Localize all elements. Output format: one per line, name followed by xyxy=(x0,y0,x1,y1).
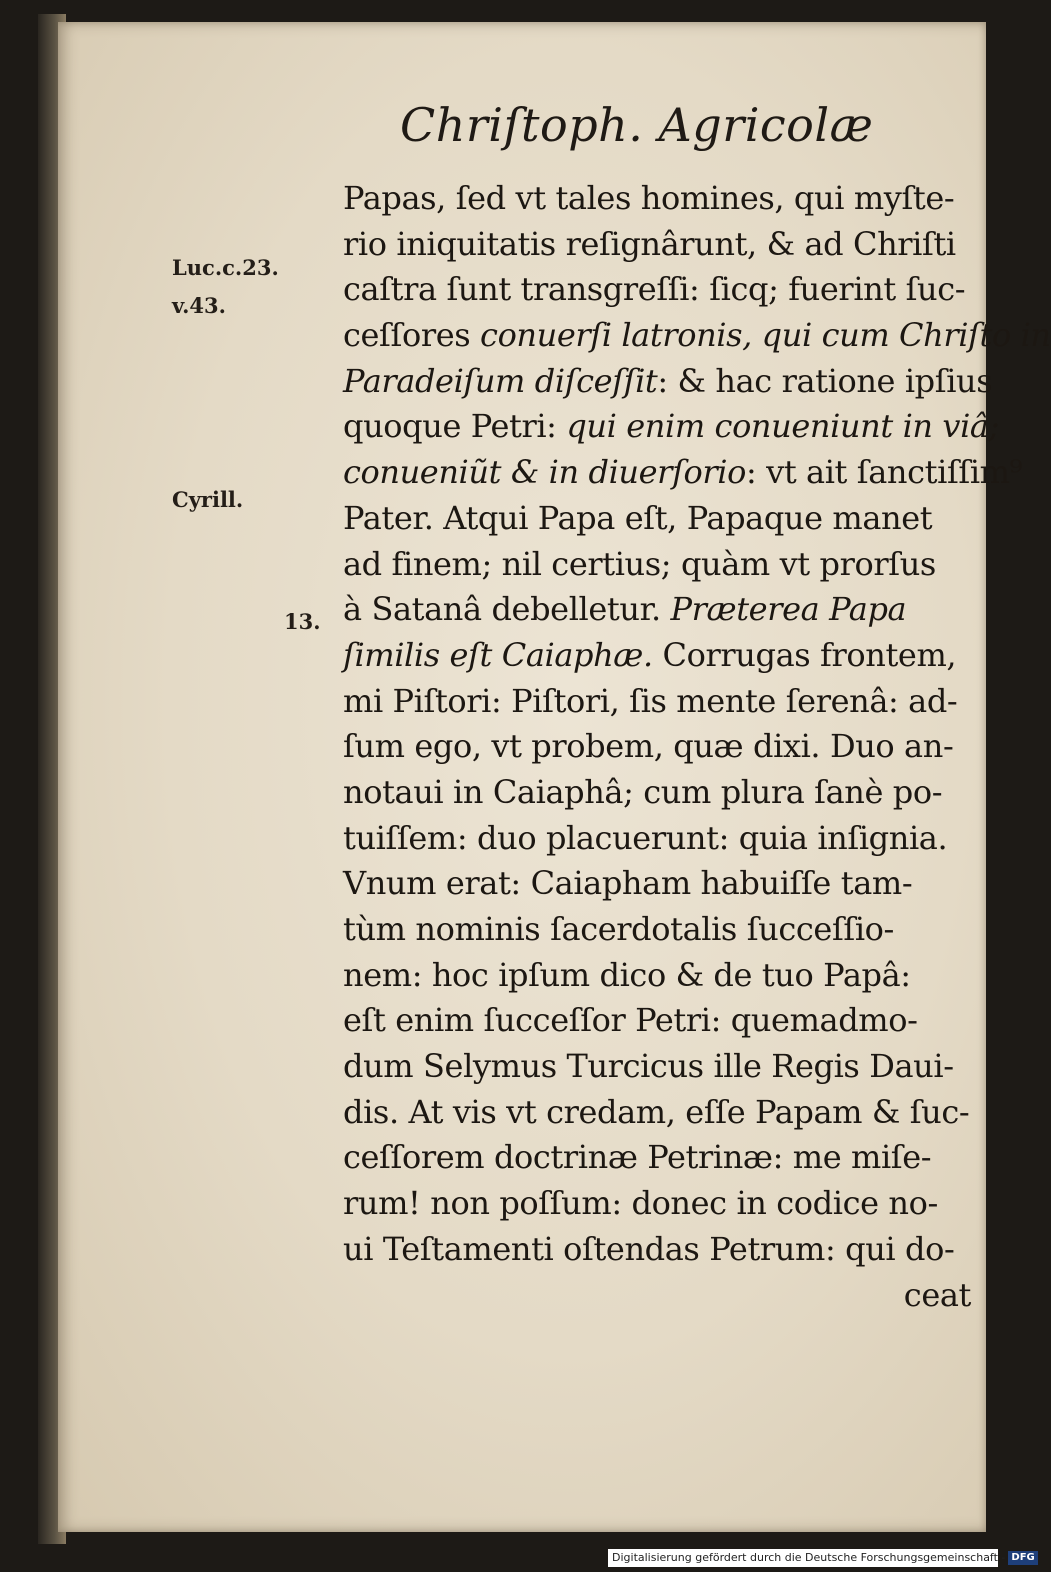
text-line xyxy=(343,222,983,268)
text-line xyxy=(343,998,983,1044)
text-line xyxy=(343,1044,983,1090)
italic-text: conueniũt & in diuerſorio xyxy=(343,453,746,492)
roman-text: tuiſſem: duo placuerunt: quia inſignia. xyxy=(343,818,948,857)
text-line xyxy=(343,907,983,953)
roman-text: nem: hoc ipſum dico & de tuo Papâ: xyxy=(343,955,911,994)
roman-text: rio iniquitatis reſignârunt, & ad Chriſti xyxy=(343,224,956,263)
text-line xyxy=(343,633,983,679)
roman-text: dis. At vis vt credam, eſſe Papam & ſuc- xyxy=(343,1092,970,1131)
text-line xyxy=(343,1135,983,1181)
italic-text: qui enim conueniunt in viâ; xyxy=(566,407,999,446)
roman-text: rum! non poſſum: donec in codice no- xyxy=(343,1184,938,1223)
text-line xyxy=(343,450,1023,496)
text-line xyxy=(343,176,983,222)
margin-note-verse: v.43. xyxy=(172,293,226,318)
roman-text: Pater. Atqui Papa eſt, Papaque manet xyxy=(343,498,933,537)
text-line xyxy=(343,724,983,770)
roman-text: eſt enim ſucceſſor Petri: quemadmo- xyxy=(343,1001,918,1040)
roman-text: notaui in Caiaphâ; cum plura ſanè po- xyxy=(343,772,943,811)
roman-text: ui Teſtamenti oſtendas Petrum: qui do- xyxy=(343,1229,955,1268)
roman-text: ceſſorem doctrinæ Petrinæ: me miſe- xyxy=(343,1138,932,1177)
text-line xyxy=(343,496,983,542)
roman-text: mi Piſtori: Piſtori, ſis mente ſerenâ: ad- xyxy=(343,681,958,720)
text-line xyxy=(343,359,993,405)
roman-text: ad finem; nil certius; quàm vt prorſus xyxy=(343,544,936,583)
text-line xyxy=(343,1181,983,1227)
roman-text: caſtra ſunt transgreſſi: ſicq; fuerint ſuc- xyxy=(343,270,966,309)
dfg-logo: DFG xyxy=(1008,1551,1037,1565)
text-line xyxy=(343,679,983,725)
text-line xyxy=(343,861,983,907)
text-line xyxy=(343,816,983,862)
credit-text: Digitalisierung gefördert durch die Deutsche Forschungsgemeinschaft - xyxy=(612,1551,1006,1564)
text-line xyxy=(343,953,983,999)
roman-text: Corrugas frontem, xyxy=(652,635,957,674)
roman-text: ceſſores xyxy=(343,316,481,355)
roman-text: ſum ego, vt probem, quæ dixi. Duo an- xyxy=(343,727,954,766)
running-header: Chriſtoph. Agricolæ xyxy=(400,98,874,152)
text-line xyxy=(343,267,983,313)
italic-text: Paradeiſum diſceſſit xyxy=(343,361,658,400)
text-line xyxy=(343,313,1051,359)
text-line xyxy=(343,770,983,816)
roman-text: : & hac ratione ipſius xyxy=(657,361,993,400)
text-line xyxy=(343,404,999,450)
text-line xyxy=(343,1090,983,1136)
digitization-credit xyxy=(608,1549,1035,1567)
roman-text: Papas, ſed vt tales homines, qui myſte- xyxy=(343,179,955,217)
text-line xyxy=(343,1227,983,1273)
catchword: ceat xyxy=(903,1275,971,1314)
roman-text: quoque Petri: xyxy=(343,407,567,446)
margin-note-luc: Luc.c.23. xyxy=(172,255,279,280)
italic-text: ſimilis eſt Caiaphæ. xyxy=(343,635,653,674)
roman-text: : vt ait ſanctiſſim⁹ xyxy=(745,453,1023,492)
text-line xyxy=(343,542,983,588)
roman-text: Vnum erat: Caiapham habuiſſe tam- xyxy=(343,864,913,903)
body-text xyxy=(343,176,1051,1318)
roman-text: dum Selymus Turcicus ille Regis Daui- xyxy=(343,1047,954,1086)
margin-note-cyrill: Cyrill. xyxy=(172,487,244,512)
text-line xyxy=(343,587,983,633)
roman-text: à Satanâ debelletur. xyxy=(343,590,671,629)
italic-text: Præterea Papa xyxy=(670,590,907,629)
italic-text: conuerſi latronis, qui cum Chriſto in xyxy=(480,316,1051,355)
margin-note-number: 13. xyxy=(284,609,321,634)
roman-text: tùm nominis ſacerdotalis ſucceſſio- xyxy=(343,910,894,948)
